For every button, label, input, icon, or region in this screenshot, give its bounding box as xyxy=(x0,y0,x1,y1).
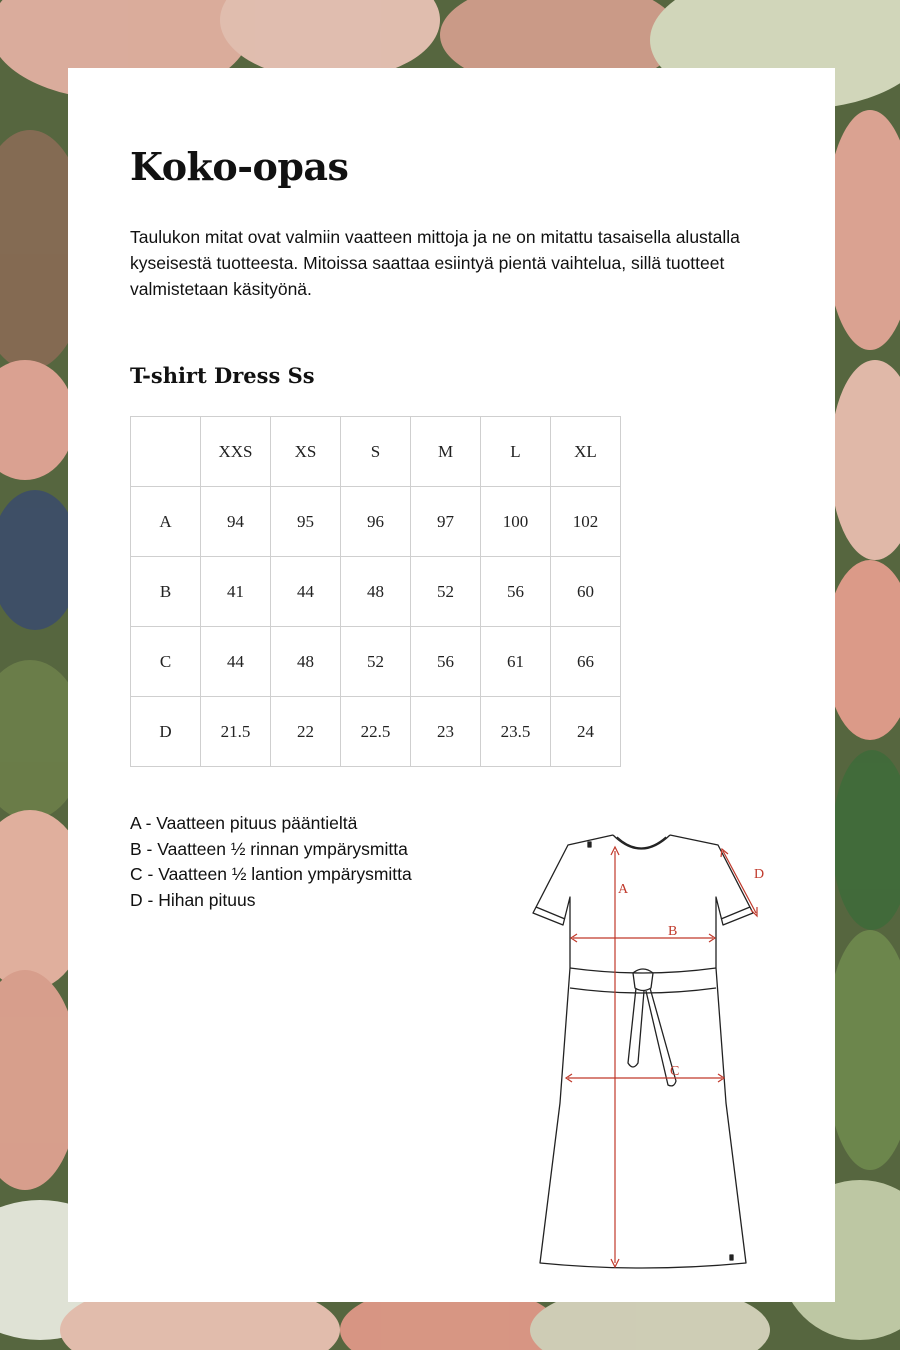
measure-cell: 52 xyxy=(411,557,481,627)
measure-cell: 66 xyxy=(551,627,621,697)
measure-cell: 56 xyxy=(411,627,481,697)
measure-cell: 21.5 xyxy=(201,697,271,767)
measure-cell: 94 xyxy=(201,487,271,557)
size-guide-card xyxy=(68,68,835,1302)
size-header: XXS xyxy=(201,417,271,487)
legend-item: B - Vaatteen ½ rinnan ympärysmitta xyxy=(130,838,408,859)
intro-text: Taulukon mitat ovat valmiin vaatteen mittoja ja ne on mitattu tasaisella alustalla kyseisestä tuotteesta. Mitoissa saattaa esiintyä pientä vaihtelua, sillä tuotteet valmistetaan käsityönä. xyxy=(130,227,740,299)
table-row xyxy=(131,627,621,697)
measure-cell: 95 xyxy=(271,487,341,557)
measure-cell: 97 xyxy=(411,487,481,557)
table-row xyxy=(131,697,621,767)
size-header: S xyxy=(341,417,411,487)
measure-label-b: B xyxy=(668,924,678,939)
legend-item: A - Vaatteen pituus pääntieltä xyxy=(130,813,358,833)
measure-cell: 96 xyxy=(341,487,411,557)
measure-cell: 100 xyxy=(481,487,551,557)
table-row xyxy=(131,487,621,557)
measure-cell: 48 xyxy=(341,557,411,627)
row-label: B xyxy=(131,557,201,627)
table-row xyxy=(131,557,621,627)
dress-outline xyxy=(533,835,753,1268)
legend-item: D - Hihan pituus xyxy=(130,889,256,910)
row-label: D xyxy=(131,697,201,767)
size-header: XS xyxy=(271,417,341,487)
measure-label-d: D xyxy=(754,867,765,882)
measure-cell: 48 xyxy=(271,627,341,697)
measure-cell: 22.5 xyxy=(341,697,411,767)
measurement-legend xyxy=(130,811,412,913)
page-title: Koko-opas xyxy=(130,144,349,189)
product-title: T-shirt Dress Ss xyxy=(130,363,315,388)
table-corner-cell xyxy=(131,417,201,487)
row-label: C xyxy=(131,627,201,697)
measure-cell: 24 xyxy=(551,697,621,767)
measure-cell: 23.5 xyxy=(481,697,551,767)
measure-cell: 61 xyxy=(481,627,551,697)
measure-cell: 23 xyxy=(411,697,481,767)
size-header: L xyxy=(481,417,551,487)
size-header: XL xyxy=(551,417,621,487)
measure-label-a: A xyxy=(618,882,629,897)
measure-cell: 56 xyxy=(481,557,551,627)
measure-cell: 44 xyxy=(201,627,271,697)
size-header: M xyxy=(411,417,481,487)
measure-cell: 102 xyxy=(551,487,621,557)
row-label: A xyxy=(131,487,201,557)
dress-diagram xyxy=(518,823,818,1273)
measure-cell: 60 xyxy=(551,557,621,627)
measure-cell: 41 xyxy=(201,557,271,627)
measure-cell: 22 xyxy=(271,697,341,767)
measure-cell: 52 xyxy=(341,627,411,697)
legend-item: C - Vaatteen ½ lantion ympärysmitta xyxy=(130,864,412,884)
size-table xyxy=(130,416,621,767)
size-table-header-row xyxy=(131,417,621,487)
measure-cell: 44 xyxy=(271,557,341,627)
measure-label-c: C xyxy=(670,1064,680,1079)
